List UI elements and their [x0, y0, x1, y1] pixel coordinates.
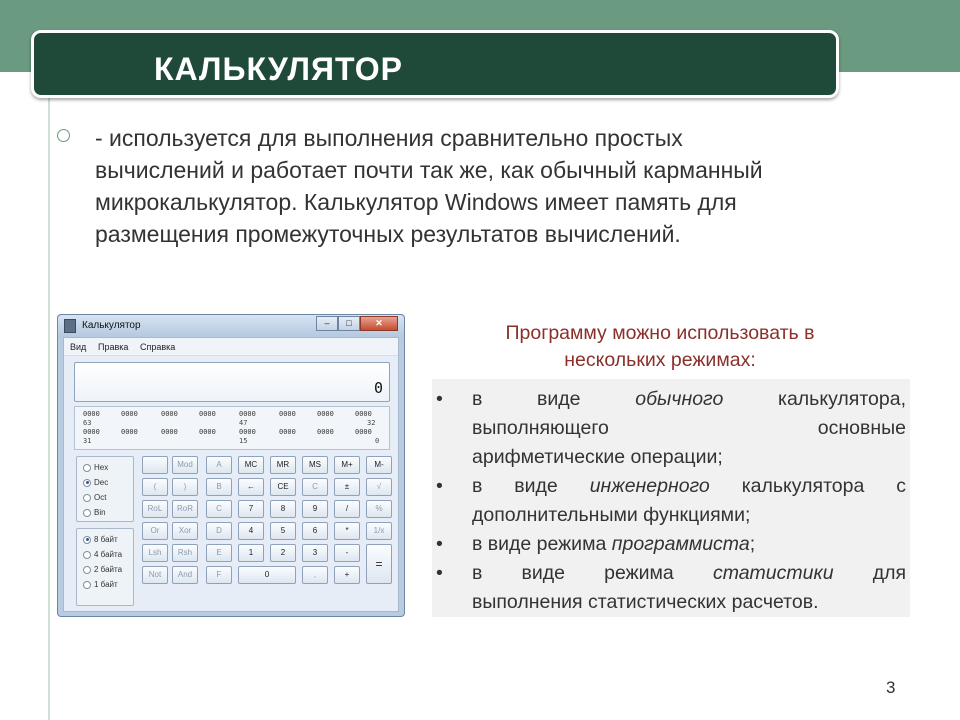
- bit-position-label: 47: [239, 419, 248, 427]
- calc-key[interactable]: +: [334, 566, 360, 584]
- calc-key[interactable]: D: [206, 522, 232, 540]
- mode-text-suffix: калькулятора с: [709, 475, 906, 497]
- bullet-icon: •: [436, 533, 443, 555]
- radio-button-icon[interactable]: [83, 479, 91, 487]
- radio-button-icon[interactable]: [83, 464, 91, 472]
- calculator-titlebar: [58, 315, 404, 337]
- radio-button-icon[interactable]: [83, 509, 91, 517]
- radio-button-icon[interactable]: [83, 536, 91, 544]
- calc-key[interactable]: B: [206, 478, 232, 496]
- menu-view[interactable]: Вид: [70, 342, 87, 352]
- radio-label: Dec: [94, 478, 109, 487]
- bit-group: 0000: [355, 428, 372, 436]
- radio-option[interactable]: [83, 565, 122, 574]
- calc-key[interactable]: E: [206, 544, 232, 562]
- display-value: 0: [373, 379, 383, 397]
- page-number: 3: [886, 678, 896, 697]
- bit-group: 0000: [199, 428, 216, 436]
- mode-name: обычного: [635, 388, 724, 410]
- bit-display: [74, 406, 390, 450]
- modes-heading: [440, 320, 880, 374]
- bit-group: 0000: [317, 410, 334, 418]
- calc-key[interactable]: %: [366, 500, 392, 518]
- calc-key[interactable]: -: [334, 544, 360, 562]
- word-size-group: [76, 528, 134, 606]
- calc-key[interactable]: 4: [238, 522, 264, 540]
- calc-key[interactable]: =: [366, 544, 392, 584]
- calc-key[interactable]: 3: [302, 544, 328, 562]
- window-controls: [316, 316, 398, 332]
- title-bar: [31, 30, 839, 98]
- intro-paragraph: [95, 122, 885, 250]
- calc-key[interactable]: ,: [302, 566, 328, 584]
- bit-position-label: 15: [239, 437, 248, 445]
- calc-key[interactable]: MR: [270, 456, 296, 474]
- calc-key[interactable]: RoL: [142, 500, 168, 518]
- calc-key[interactable]: M+: [334, 456, 360, 474]
- calc-key[interactable]: 1: [238, 544, 264, 562]
- intro-line: - используется для выполнения сравнительно простых: [95, 125, 683, 151]
- calc-key[interactable]: 6: [302, 522, 328, 540]
- mode-line: выполняющего основные: [472, 417, 906, 439]
- menu-edit[interactable]: Правка: [98, 342, 129, 352]
- maximize-button[interactable]: □: [338, 316, 360, 331]
- mode-name: инженерного: [589, 475, 710, 497]
- calc-key[interactable]: ←: [238, 478, 264, 496]
- intro-line: микрокалькулятор. Калькулятор Windows имеет память для: [95, 189, 737, 215]
- calc-key[interactable]: A: [206, 456, 232, 474]
- calc-key[interactable]: [142, 456, 168, 474]
- number-base-group: [76, 456, 134, 522]
- radio-option[interactable]: [83, 508, 106, 517]
- mode-text-prefix: в виде режима: [472, 562, 713, 584]
- bit-group: 0000: [161, 428, 178, 436]
- modes-list: [432, 379, 910, 617]
- radio-label: 8 байт: [94, 535, 118, 544]
- left-accent-line: [48, 98, 50, 720]
- mode-name: программиста: [611, 533, 750, 555]
- intro-line: вычислений и работает почти так же, как обычный карманный: [95, 157, 763, 183]
- calc-key[interactable]: 7: [238, 500, 264, 518]
- modes-heading-line: Программу можно использовать в: [505, 322, 815, 344]
- mode-line: [472, 530, 906, 559]
- bit-group: 0000: [317, 428, 334, 436]
- bit-group: 0000: [121, 410, 138, 418]
- calc-key[interactable]: *: [334, 522, 360, 540]
- calc-key[interactable]: Not: [142, 566, 168, 584]
- mode-text-prefix: в виде: [472, 475, 590, 497]
- calc-key[interactable]: MS: [302, 456, 328, 474]
- bit-group: 0000: [161, 410, 178, 418]
- mode-line: арифметические операции;: [472, 446, 723, 468]
- minimize-button[interactable]: –: [316, 316, 338, 331]
- bit-group: 0000: [279, 428, 296, 436]
- radio-option[interactable]: [83, 478, 108, 487]
- calc-key[interactable]: And: [172, 566, 198, 584]
- radio-label: Bin: [94, 508, 106, 517]
- calc-key[interactable]: 0: [238, 566, 296, 584]
- bit-group: 0000: [199, 410, 216, 418]
- radio-option[interactable]: [83, 550, 122, 559]
- mode-text-suffix: ;: [749, 533, 756, 555]
- modes-heading-line: нескольких режимах:: [564, 349, 756, 371]
- radio-button-icon[interactable]: [83, 551, 91, 559]
- menu-help[interactable]: Справка: [140, 342, 176, 352]
- radio-label: 4 байта: [94, 550, 123, 559]
- close-button[interactable]: ✕: [360, 316, 398, 331]
- bit-position-label: 32: [367, 419, 376, 427]
- radio-label: Oct: [94, 493, 107, 502]
- bullet-icon: •: [436, 475, 443, 497]
- bit-group: 0000: [239, 410, 256, 418]
- calc-key[interactable]: M-: [366, 456, 392, 474]
- radio-label: 2 байта: [94, 565, 123, 574]
- radio-option[interactable]: [83, 493, 106, 502]
- mode-line: [472, 559, 906, 588]
- bullet-icon: •: [436, 562, 443, 584]
- calculator-window-title: Калькулятор: [82, 320, 141, 331]
- calc-key[interactable]: MC: [238, 456, 264, 474]
- calc-key[interactable]: CE: [270, 478, 296, 496]
- calc-key[interactable]: ): [172, 478, 198, 496]
- radio-label: Hex: [94, 463, 109, 472]
- calculator-app-icon: [64, 319, 76, 333]
- mode-text-prefix: в виде: [472, 388, 636, 410]
- mode-text-suffix: калькулятора,: [723, 388, 907, 410]
- radio-button-icon[interactable]: [83, 566, 91, 574]
- calc-key[interactable]: 1/x: [366, 522, 392, 540]
- radio-button-icon[interactable]: [83, 581, 91, 589]
- mode-text-prefix: в виде режима: [472, 533, 612, 555]
- mode-text-suffix: для: [833, 562, 907, 584]
- mode-line: выполнения статистических расчетов.: [472, 591, 819, 613]
- bullet-icon: •: [436, 388, 443, 410]
- bit-group: 0000: [355, 410, 372, 418]
- calc-key[interactable]: Xor: [172, 522, 198, 540]
- calc-key[interactable]: 8: [270, 500, 296, 518]
- bit-group: 0000: [239, 428, 256, 436]
- calc-key[interactable]: Mod: [172, 456, 198, 474]
- calc-key[interactable]: Rsh: [172, 544, 198, 562]
- calc-key[interactable]: √: [366, 478, 392, 496]
- mode-line: [472, 472, 906, 501]
- calc-key[interactable]: 9: [302, 500, 328, 518]
- radio-button-icon[interactable]: [83, 494, 91, 502]
- circle-bullet-icon: [57, 129, 70, 142]
- calc-key[interactable]: Or: [142, 522, 168, 540]
- radio-option[interactable]: [83, 535, 118, 544]
- menubar: [64, 338, 398, 356]
- calc-key[interactable]: C: [302, 478, 328, 496]
- slide-title: КАЛЬКУЛЯТОР: [154, 51, 403, 87]
- calculator-display: [74, 362, 390, 402]
- bit-position-label: 63: [83, 419, 92, 427]
- bit-group: 0000: [83, 410, 100, 418]
- radio-option[interactable]: [83, 463, 108, 472]
- calculator-body: [63, 337, 399, 612]
- calc-key[interactable]: F: [206, 566, 232, 584]
- calc-key[interactable]: (: [142, 478, 168, 496]
- bit-position-label: 31: [83, 437, 92, 445]
- calc-key[interactable]: 2: [270, 544, 296, 562]
- calculator-window: [57, 314, 405, 617]
- mode-line: [472, 385, 906, 414]
- bit-position-label: 0: [375, 437, 380, 445]
- calc-key[interactable]: Lsh: [142, 544, 168, 562]
- calc-key[interactable]: 5: [270, 522, 296, 540]
- bit-group: 0000: [121, 428, 138, 436]
- mode-line: дополнительными функциями;: [472, 504, 751, 526]
- calc-key[interactable]: ±: [334, 478, 360, 496]
- mode-name: статистики: [712, 562, 834, 584]
- calc-key[interactable]: RoR: [172, 500, 198, 518]
- radio-option[interactable]: [83, 580, 118, 589]
- bit-group: 0000: [279, 410, 296, 418]
- intro-line: размещения промежуточных результатов вычислений.: [95, 221, 681, 247]
- radio-label: 1 байт: [94, 580, 118, 589]
- bit-group: 0000: [83, 428, 100, 436]
- calc-key[interactable]: C: [206, 500, 232, 518]
- calc-key[interactable]: /: [334, 500, 360, 518]
